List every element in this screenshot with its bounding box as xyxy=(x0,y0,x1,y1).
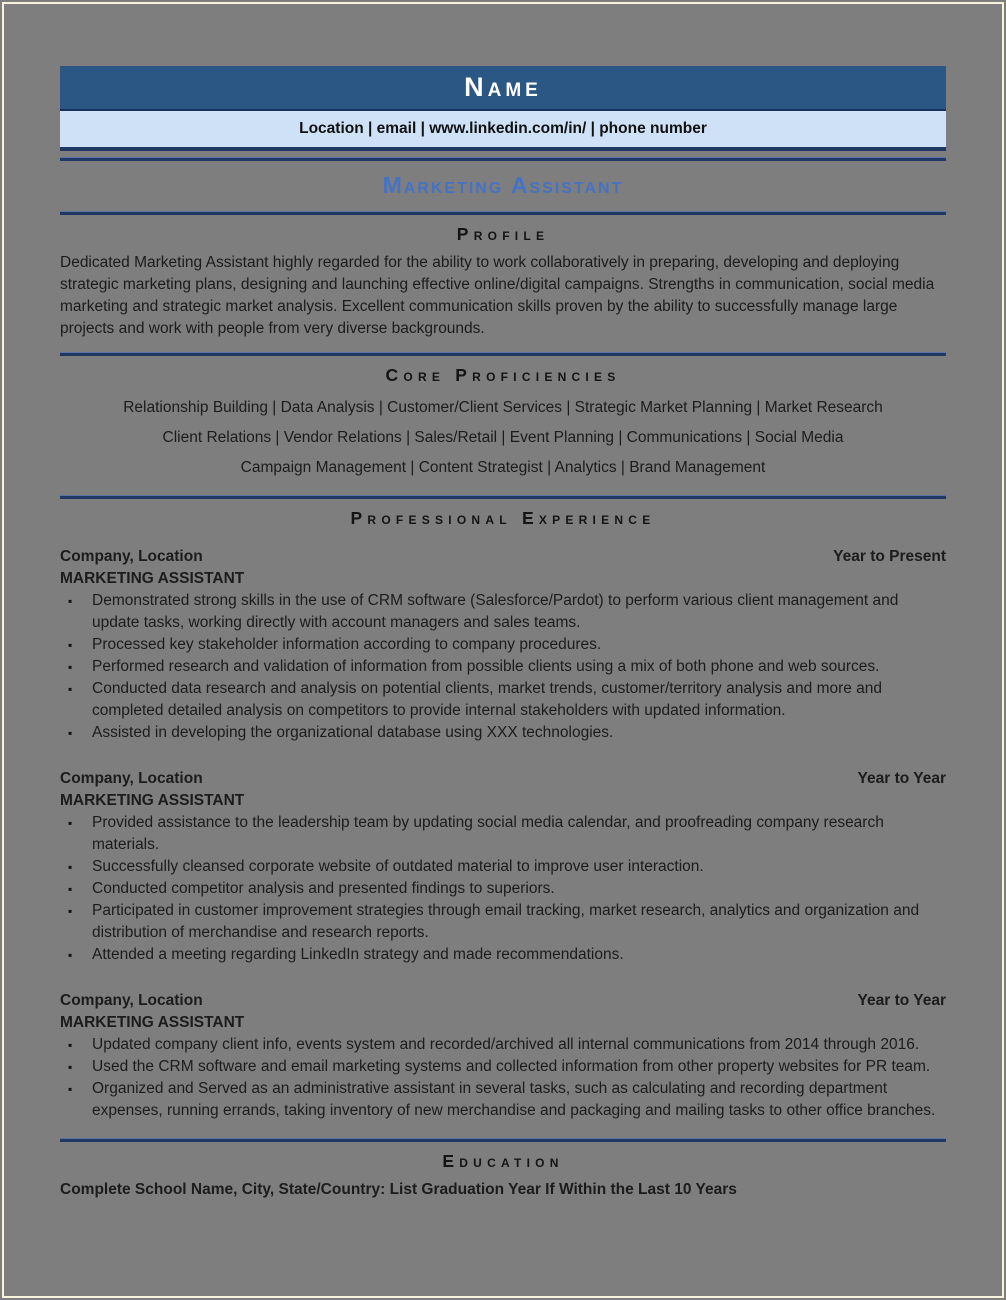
job-dates: Year to Year xyxy=(857,770,946,787)
bullet-text: Updated company client info, events system and recorded/archived all internal communications from 2014 through 2016. xyxy=(92,1036,920,1053)
bullet-text: Conducted data research and analysis on potential clients, market trends, customer/territory analysis and more and completed detailed analysis on competitors to provide internal stakeholders with updated information. xyxy=(92,680,883,719)
section-core-proficiencies xyxy=(60,356,946,495)
job-company: Company, Location xyxy=(60,770,203,787)
job-dates: Year to Present xyxy=(833,548,946,565)
section-profile xyxy=(60,215,946,352)
job-entry xyxy=(60,546,946,744)
job-bullet xyxy=(60,590,946,634)
education-heading: Education xyxy=(442,1151,564,1171)
job-entry xyxy=(60,768,946,966)
square-bullet-icon: ▪ xyxy=(68,1060,73,1074)
job-company: Company, Location xyxy=(60,548,203,565)
job-bullet xyxy=(60,944,946,966)
job-bullet xyxy=(60,900,946,944)
square-bullet-icon: ▪ xyxy=(68,882,73,896)
square-bullet-icon: ▪ xyxy=(68,638,73,652)
bullet-text: Provided assistance to the leadership team by updating social media calendar, and proofreading company research materials. xyxy=(92,814,884,853)
job-entry xyxy=(60,990,946,1122)
job-bullet xyxy=(60,656,946,678)
job-bullet xyxy=(60,878,946,900)
job-header xyxy=(60,768,946,790)
candidate-name: Name xyxy=(464,72,542,102)
job-bullet-list xyxy=(60,590,946,744)
square-bullet-icon: ▪ xyxy=(68,948,73,962)
square-bullet-icon: ▪ xyxy=(68,1082,73,1096)
profile-text: Dedicated Marketing Assistant highly regarded for the ability to work collaboratively in preparing, developing and deploying strategic marketing plans, designing and launching effective online/digital campaigns. Strengths in communication, social media marketing and strategic market analysis. Excellent communication skills proven by the ability to successfully manage large projects and work with people from very diverse backgrounds. xyxy=(60,254,935,337)
job-bullet-list xyxy=(60,812,946,966)
document-title: Marketing Assistant xyxy=(382,172,624,198)
bullet-text: Assisted in developing the organizational database using XXX technologies. xyxy=(92,724,614,741)
contact-info: Location | email | www.linkedin.com/in/ | phone number xyxy=(299,120,707,137)
job-bullet xyxy=(60,722,946,744)
bullet-text: Organized and Served as an administrative assistant in several tasks, such as calculating and recording department expenses, running errands, taking inventory of new merchandise and packaging and mailing tasks to other office branches. xyxy=(92,1080,936,1119)
core-proficiencies-heading: Core Proficiencies xyxy=(385,365,621,385)
name-header-bar xyxy=(60,66,946,111)
job-bullet xyxy=(60,1034,946,1056)
square-bullet-icon: ▪ xyxy=(68,860,73,874)
job-role: MARKETING ASSISTANT xyxy=(60,570,245,587)
square-bullet-icon: ▪ xyxy=(68,660,73,674)
job-header xyxy=(60,546,946,568)
bullet-text: Demonstrated strong skills in the use of CRM software (Salesforce/Pardot) to perform various client management and update tasks, working directly with account managers and sales teams. xyxy=(92,592,899,631)
job-role: MARKETING ASSISTANT xyxy=(60,792,245,809)
square-bullet-icon: ▪ xyxy=(68,1038,73,1052)
job-bullet xyxy=(60,1078,946,1122)
job-bullet xyxy=(60,1056,946,1078)
job-role: MARKETING ASSISTANT xyxy=(60,1014,245,1031)
contact-bar xyxy=(60,111,946,151)
job-bullet-list xyxy=(60,1034,946,1122)
job-header xyxy=(60,990,946,1012)
proficiency-line: Client Relations | Vendor Relations | Sales/Retail | Event Planning | Communications | Social Media xyxy=(162,429,844,446)
bullet-text: Processed key stakeholder information according to company procedures. xyxy=(92,636,602,653)
bullet-text: Participated in customer improvement strategies through email tracking, market research, analytics and organization and distribution of merchandise and research reports. xyxy=(92,902,920,941)
section-education xyxy=(60,1142,946,1211)
bullet-text: Successfully cleansed corporate website of outdated material to improve user interaction. xyxy=(92,858,704,875)
job-bullet xyxy=(60,856,946,878)
bullet-text: Performed research and validation of information from possible clients using a mix of both phone and web sources. xyxy=(92,658,880,675)
square-bullet-icon: ▪ xyxy=(68,726,73,740)
square-bullet-icon: ▪ xyxy=(68,594,73,608)
core-proficiencies-list xyxy=(60,391,946,495)
job-dates: Year to Year xyxy=(857,992,946,1009)
section-professional-experience xyxy=(60,499,946,1138)
square-bullet-icon: ▪ xyxy=(68,904,73,918)
job-company: Company, Location xyxy=(60,992,203,1009)
bullet-text: Used the CRM software and email marketing systems and collected information from other property websites for PR team. xyxy=(92,1058,931,1075)
bullet-text: Attended a meeting regarding LinkedIn strategy and made recommendations. xyxy=(92,946,624,963)
job-bullet xyxy=(60,634,946,656)
bullet-text: Conducted competitor analysis and presented findings to superiors. xyxy=(92,880,555,897)
proficiency-line: Campaign Management | Content Strategist | Analytics | Brand Management xyxy=(240,459,766,476)
profile-heading: Profile xyxy=(456,224,550,244)
square-bullet-icon: ▪ xyxy=(68,816,73,830)
proficiency-line: Relationship Building | Data Analysis | Customer/Client Services | Strategic Market Planning | Market Research xyxy=(123,399,883,416)
job-bullet xyxy=(60,678,946,722)
experience-heading: Professional Experience xyxy=(350,508,656,528)
job-bullet xyxy=(60,812,946,856)
education-line: Complete School Name, City, State/Country: List Graduation Year If Within the Last 10 Years xyxy=(60,1181,737,1198)
resume-content xyxy=(60,66,946,1211)
square-bullet-icon: ▪ xyxy=(68,682,73,696)
